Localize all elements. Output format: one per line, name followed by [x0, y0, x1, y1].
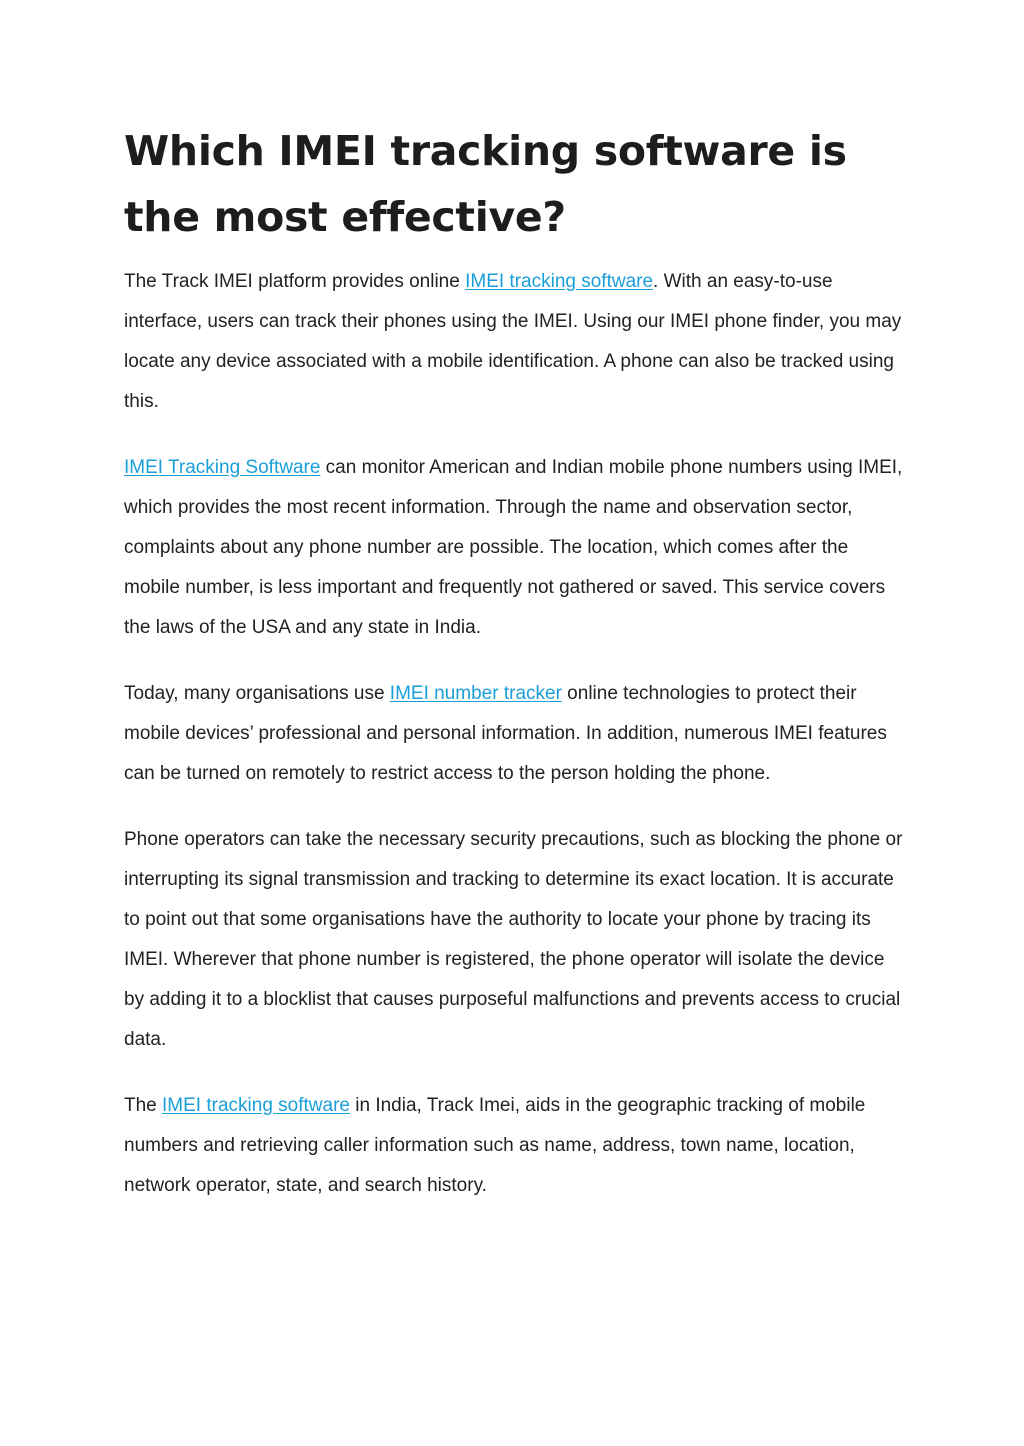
paragraph-text: Today, many organisations use	[124, 683, 390, 704]
imei-tracking-software-link[interactable]: IMEI tracking software	[162, 1095, 350, 1116]
imei-tracking-software-link[interactable]: IMEI Tracking Software	[124, 457, 321, 478]
imei-number-tracker-link[interactable]: IMEI number tracker	[389, 683, 562, 704]
paragraph-monitoring	[124, 448, 904, 648]
paragraph-organisations	[124, 674, 904, 794]
paragraph-text: . With an easy-to-use interface, users can track their phones using the IMEI. Using our IMEI phone finder, you may locate any device associated with a mobile identification. A phone can also be tracked using this.	[124, 271, 902, 412]
paragraph-operators	[124, 820, 904, 1060]
document-page	[124, 118, 904, 1232]
paragraph-intro	[124, 262, 904, 422]
paragraph-text: online technologies to protect their mobile devices’ professional and personal information. In addition, numerous IMEI features can be turned on remotely to restrict access to the person holding the phone.	[124, 683, 887, 784]
paragraph-india	[124, 1086, 904, 1206]
imei-tracking-software-link[interactable]: IMEI tracking software	[465, 271, 654, 292]
page-title: Which IMEI tracking software is the most effective?	[124, 127, 847, 241]
paragraph-text: Phone operators can take the necessary security precautions, such as blocking the phone or interrupting its signal transmission and tracking to determine its exact location. It is accurate to point out that some organisations have the authority to locate your phone by tracing its IMEI. Wherever that phone number is registered, the phone operator will isolate the device by adding it to a blocklist that causes purposeful malfunctions and prevents access to crucial data.	[124, 829, 903, 1050]
paragraph-text: in India, Track Imei, aids in the geographic tracking of mobile numbers and retrieving caller information such as name, address, town name, location, network operator, state, and search history.	[124, 1095, 866, 1196]
paragraph-text: The	[124, 1095, 163, 1116]
paragraph-text: can monitor American and Indian mobile phone numbers using IMEI, which provides the most recent information. Through the name and observation sector, complaints about any phone number are possible. The location, which comes after the mobile number, is less important and frequently not gathered or saved. This service covers the laws of the USA and any state in India.	[124, 457, 903, 638]
paragraph-text: The Track IMEI platform provides online	[124, 271, 466, 292]
